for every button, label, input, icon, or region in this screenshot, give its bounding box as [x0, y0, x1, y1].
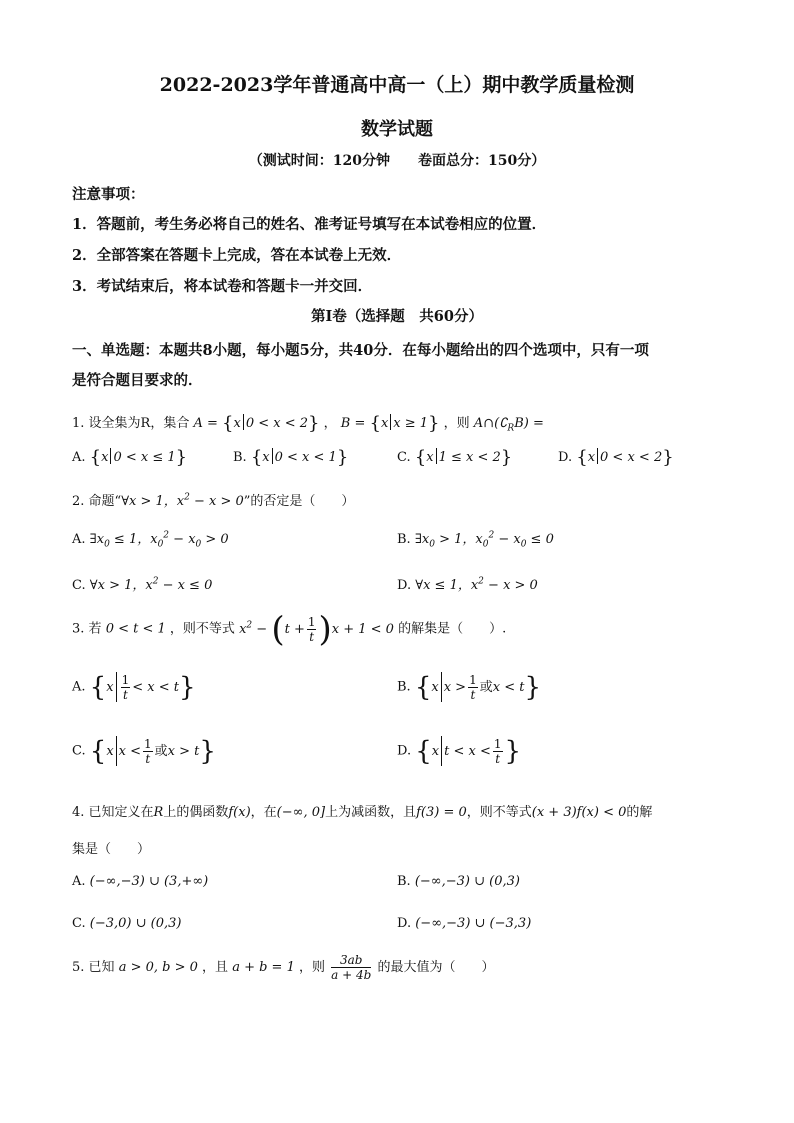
q3-option-d: D. {x t < x < $\frac{1}{t}$ } [397, 736, 522, 766]
section-heading-line2: 是符合题目要求的． [72, 372, 203, 389]
math-set-b: B = {x x ≥ 1} [340, 413, 440, 434]
section-heading-line1: 一、单选题：本题共8小题，每小题5分，共40分．在每小题给出的四个选项中，只有一项 [72, 342, 649, 359]
question-4-stem: 4. 已知定义在R上的偶函数f(x)，在(−∞, 0]上为减函数，且f(3) = 0，则不等式(x + 3)f(x) < 0的解 [72, 805, 653, 820]
question-2-stem: 2. 命题“∀x > 1，$x^2 - x > 0$”的否定是（ ） [72, 492, 355, 509]
notes-heading: 注意事项： [72, 186, 145, 203]
q4-option-b: B. (−∞,−3) ∪ (0,3) [397, 874, 520, 889]
question-1-stem: 1. 设全集为R，集合 A = {x 0 < x < 2} ， B = {x x ≥ 1} ，则 $A\cap(∁_RB)$ = [72, 413, 544, 434]
note-item-3: 3．考试结束后，将本试卷和答题卡一并交回． [72, 278, 373, 295]
note-item-1: 1．答题前，考生务必将自己的姓名、准考证号填写在本试卷相应的位置． [72, 216, 547, 233]
exam-info: （测试时间：120分钟 卷面总分：150分） [248, 153, 546, 169]
q2-option-b: B. $\exists x_0 > 1$，$x_0^2 - x_0 \le 0$ [397, 530, 554, 550]
q1-option-a: A. {x 0 < x ≤ 1} [72, 447, 188, 468]
question-3-stem: 3. 若 0 < t < 1 ，则不等式 $x^2 - (t$ + $\frac{1}{t}$ )x + 1 < 0 的解集是（ ）. [72, 609, 507, 649]
q4-option-c: C. (−3,0) ∪ (0,3) [72, 916, 182, 931]
q3-option-b: B. {x x > $\frac{1}{t}$ 或x < t} [397, 672, 541, 702]
q4-option-d: D. (−∞,−3) ∪ (−3,3) [397, 916, 532, 931]
math-set-a: A = {x 0 < x < 2} [193, 413, 320, 434]
exam-subtitle: 数学试题 [361, 119, 433, 140]
q2-option-d: D. ∀x ≤ 1，$x^2 - x > 0$ [397, 576, 538, 593]
q2-option-c: C. ∀x > 1，$x^2 - x \le 0$ [72, 576, 213, 593]
section-title: 第Ⅰ卷（选择题 共60分） [311, 308, 483, 325]
question-4-stem-line2: 集是（ ） [72, 842, 151, 857]
note-item-2: 2．全部答案在答题卡上完成，答在本试卷上无效． [72, 247, 402, 264]
exam-title: 2022-2023学年普通高中高一（上）期中教学质量检测 [159, 74, 635, 96]
q4-option-a: A. (−∞,−3) ∪ (3,+∞) [72, 874, 209, 889]
q1-option-c: C. {x 1 ≤ x < 2} [397, 447, 513, 468]
q1-option-b: B. {x 0 < x < 1} [233, 447, 349, 468]
q2-option-a: A. $\exists x_0 \le 1$，$x_0^2 - x_0 > 0$ [72, 530, 229, 550]
math-expression: $A\cap(∁_RB)$ = [473, 416, 544, 434]
q3-option-c: C. {x x < $\frac{1}{t}$ 或x > t} [72, 736, 216, 766]
question-5-stem: 5. 已知 a > 0, b > 0 ，且 a + b = 1 ，则 $\frac{3ab}{a + 4b}$ 的最大值为（ ） [72, 953, 495, 982]
q3-option-a: A. {x $\frac{1}{t}$ < x < t} [72, 672, 196, 702]
q1-option-d: D. {x 0 < x < 2} [558, 447, 674, 468]
